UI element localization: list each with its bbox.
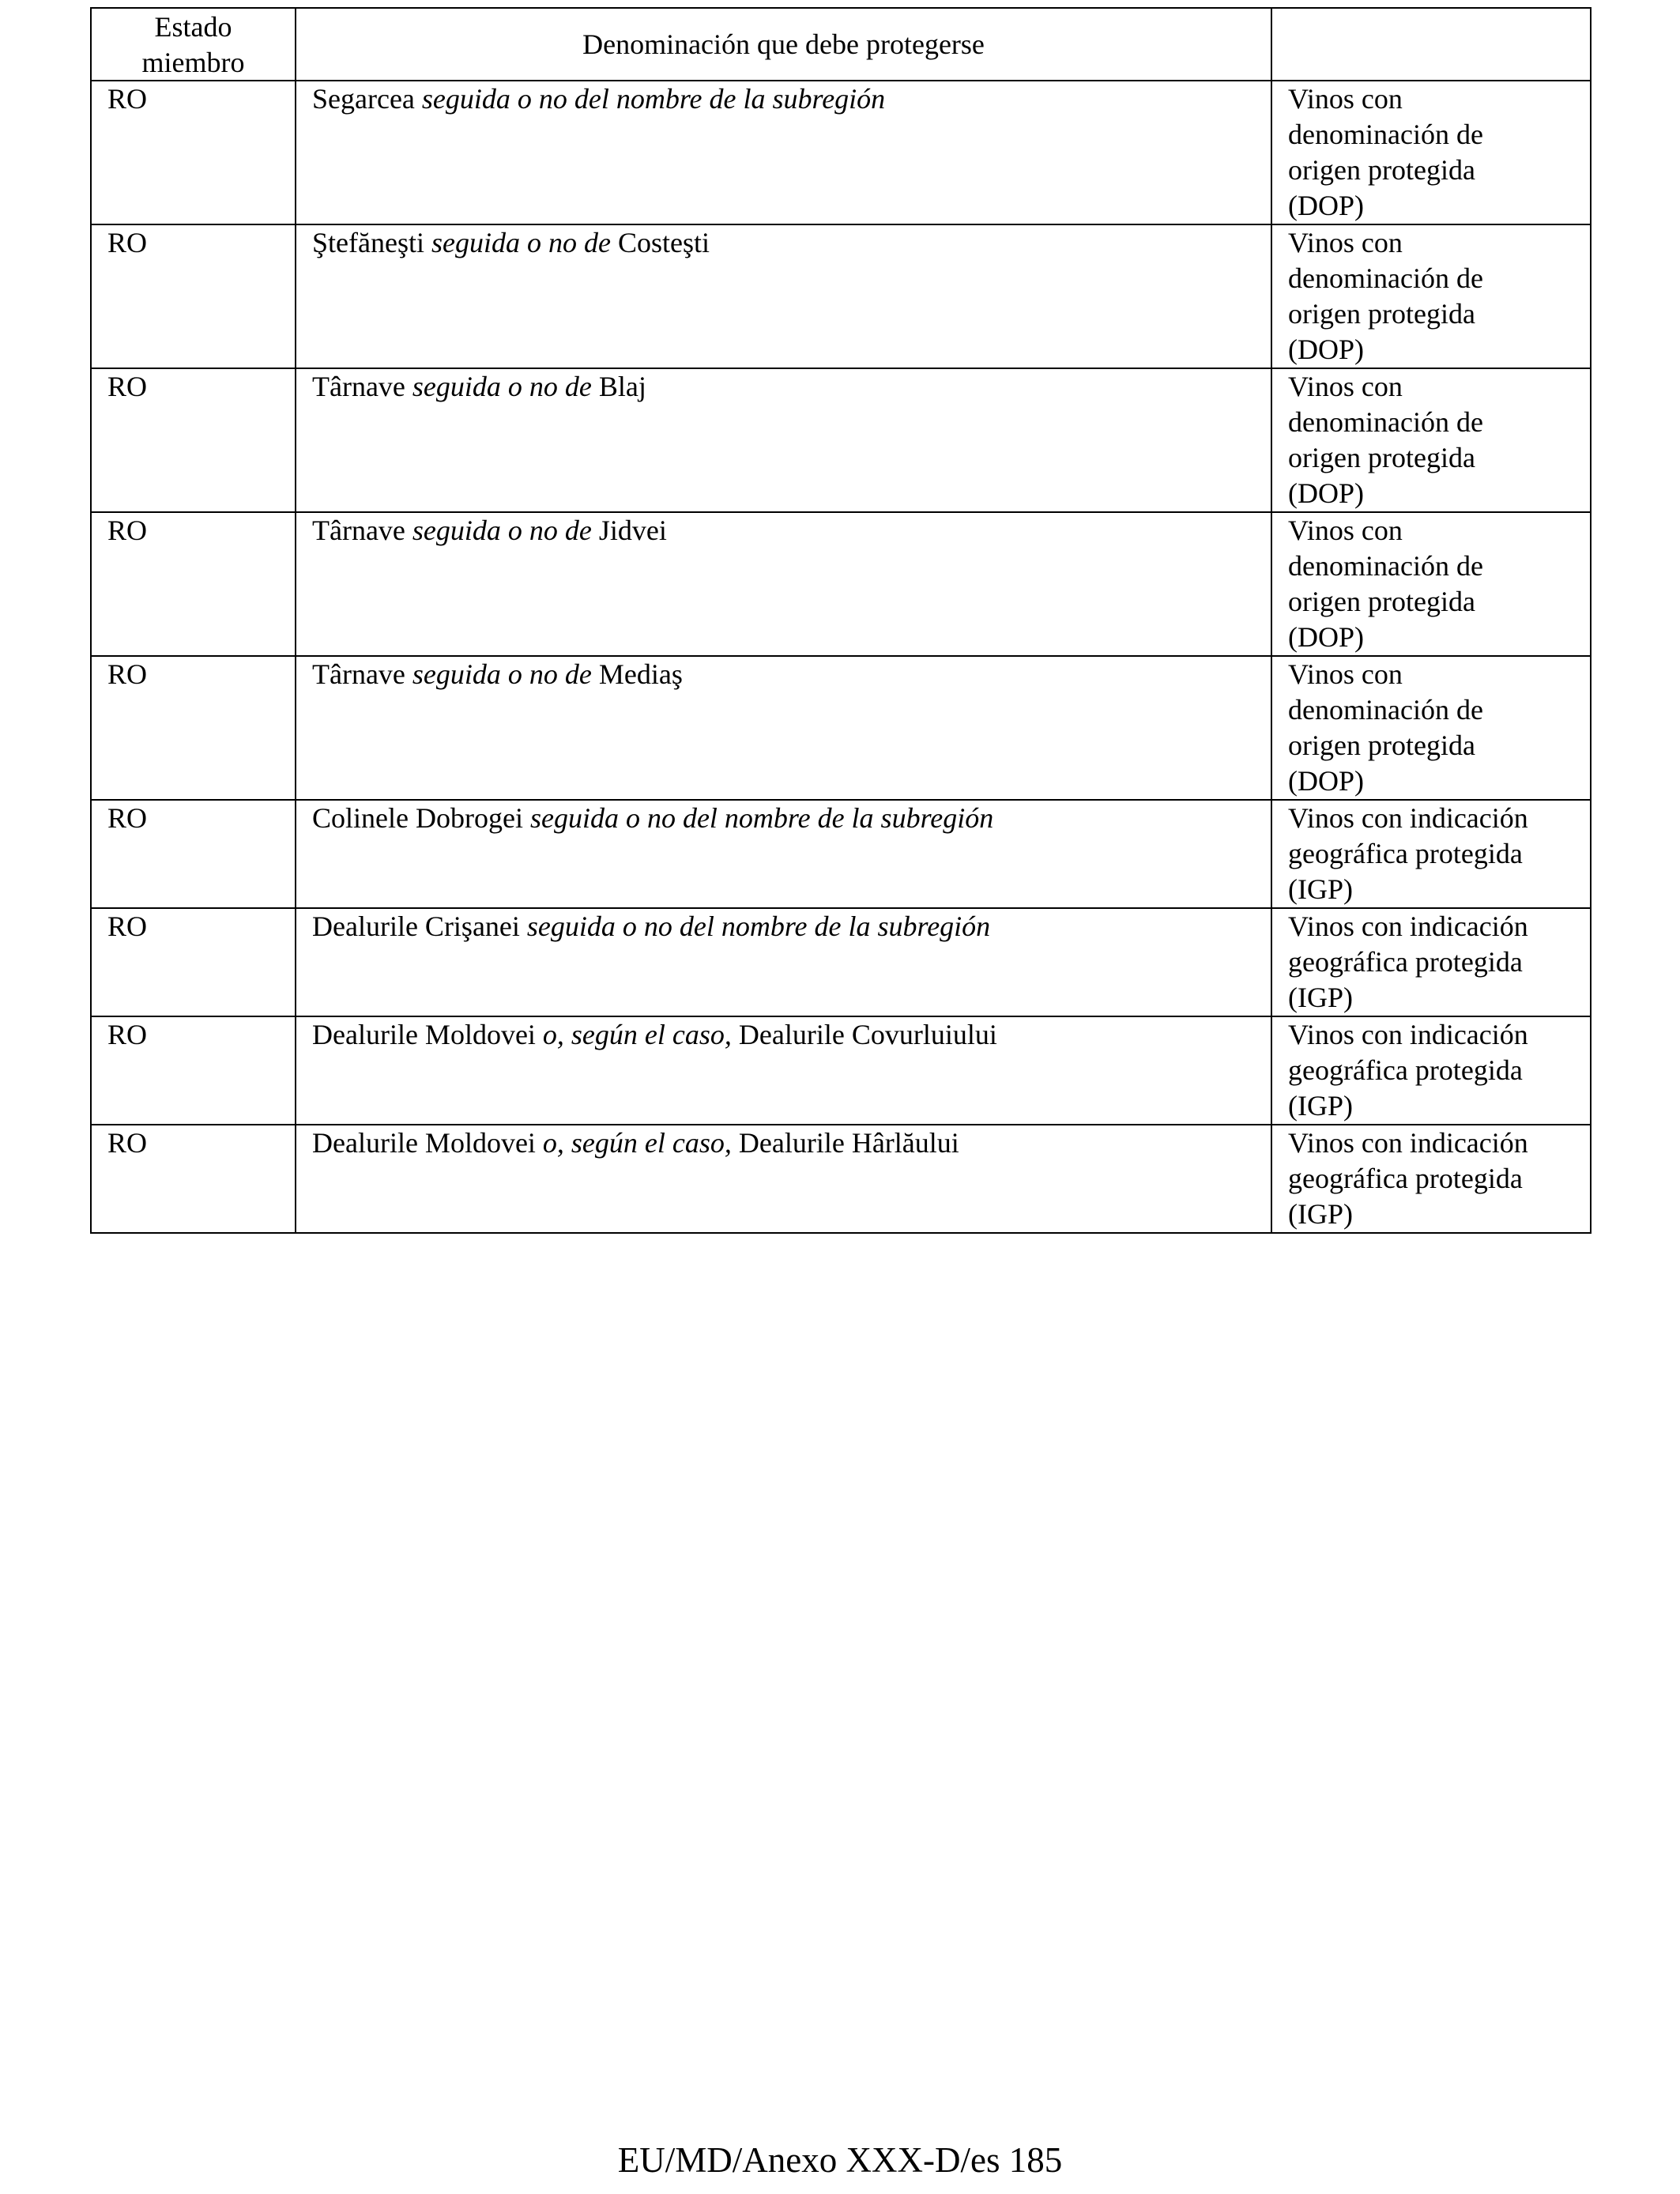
page-footer-reference: EU/MD/Anexo XXX-D/es 185	[617, 2140, 1063, 2180]
cell-category	[1271, 81, 1591, 224]
denomination-qualifier: seguida o no de	[405, 515, 599, 546]
category-line: Vinos con	[1288, 371, 1403, 402]
table-row	[91, 81, 1591, 224]
denomination-qualifier: seguida o no de	[405, 658, 599, 690]
denomination-name: Târnave	[312, 658, 405, 690]
category-line: (IGP)	[1288, 982, 1353, 1013]
cell-member-state: RO	[91, 224, 296, 368]
category-line: geográfica protegida	[1288, 946, 1523, 978]
category-line: Vinos con indicación	[1288, 802, 1528, 834]
denomination-suffix: Mediaş	[598, 658, 683, 690]
denomination-qualifier: seguida o no del nombre de la subregión	[519, 910, 991, 942]
cell-denomination	[296, 1016, 1271, 1125]
denomination-suffix: Jidvei	[598, 515, 667, 546]
denomination-qualifier: seguida o no del nombre de la subregión	[522, 802, 994, 834]
table-row	[91, 512, 1591, 656]
denomination-suffix: Costeşti	[617, 227, 710, 258]
cell-denomination	[296, 908, 1271, 1016]
cell-denomination	[296, 224, 1271, 368]
denomination-suffix: Blaj	[598, 371, 646, 402]
denomination-qualifier: seguida o no de	[424, 227, 618, 258]
header-member-state	[91, 8, 296, 81]
category-line: Vinos con	[1288, 83, 1403, 115]
category-line: origen protegida	[1288, 729, 1475, 761]
denomination-suffix: Dealurile Hârlăului	[738, 1127, 959, 1159]
category-line: geográfica protegida	[1288, 1054, 1523, 1086]
category-line: denominación de	[1288, 694, 1483, 726]
category-line: denominación de	[1288, 119, 1483, 150]
denomination-qualifier: o, según el caso,	[535, 1019, 739, 1050]
cell-denomination	[296, 656, 1271, 800]
cell-member-state: RO	[91, 1016, 296, 1125]
category-line: Vinos con	[1288, 515, 1403, 546]
header-member-state-line1: Estado	[154, 11, 232, 43]
table-row	[91, 1125, 1591, 1233]
denomination-name: Târnave	[312, 371, 405, 402]
category-line: Vinos con indicación	[1288, 1019, 1528, 1050]
category-line: origen protegida	[1288, 586, 1475, 617]
category-line: denominación de	[1288, 262, 1483, 294]
table-row	[91, 908, 1591, 1016]
denomination-qualifier: seguida o no del nombre de la subregión	[414, 83, 886, 115]
header-member-state-line2: miembro	[141, 47, 245, 78]
category-line: Vinos con indicación	[1288, 1127, 1528, 1159]
category-line: (IGP)	[1288, 1090, 1353, 1122]
denomination-name: Dealurile Moldovei	[312, 1019, 536, 1050]
category-line: origen protegida	[1288, 442, 1475, 473]
category-line: denominación de	[1288, 406, 1483, 438]
cell-member-state: RO	[91, 908, 296, 1016]
cell-denomination	[296, 800, 1271, 908]
cell-member-state: RO	[91, 368, 296, 512]
category-line: geográfica protegida	[1288, 838, 1523, 869]
table-row	[91, 656, 1591, 800]
category-line: Vinos con	[1288, 658, 1403, 690]
cell-member-state: RO	[91, 512, 296, 656]
table-row	[91, 800, 1591, 908]
category-line: (DOP)	[1288, 190, 1364, 221]
denomination-name: Colinele Dobrogei	[312, 802, 523, 834]
category-line: (DOP)	[1288, 477, 1364, 509]
table-row	[91, 224, 1591, 368]
denomination-name: Dealurile Moldovei	[312, 1127, 536, 1159]
cell-member-state: RO	[91, 1125, 296, 1233]
denomination-qualifier: seguida o no de	[405, 371, 599, 402]
category-line: (DOP)	[1288, 765, 1364, 797]
cell-category	[1271, 656, 1591, 800]
cell-member-state: RO	[91, 81, 296, 224]
category-line: (IGP)	[1288, 1198, 1353, 1230]
cell-denomination	[296, 1125, 1271, 1233]
table-row	[91, 1016, 1591, 1125]
cell-category	[1271, 368, 1591, 512]
cell-category	[1271, 1016, 1591, 1125]
category-line: geográfica protegida	[1288, 1163, 1523, 1194]
table-row	[91, 368, 1591, 512]
category-line: denominación de	[1288, 550, 1483, 582]
denomination-name: Târnave	[312, 515, 405, 546]
header-denomination: Denominación que debe protegerse	[296, 8, 1271, 81]
cell-denomination	[296, 512, 1271, 656]
cell-denomination	[296, 81, 1271, 224]
cell-denomination	[296, 368, 1271, 512]
protected-names-table	[90, 7, 1591, 1234]
table-header-row	[91, 8, 1591, 81]
cell-category	[1271, 1125, 1591, 1233]
cell-category	[1271, 512, 1591, 656]
category-line: (DOP)	[1288, 621, 1364, 653]
denomination-qualifier: o, según el caso,	[535, 1127, 739, 1159]
category-line: origen protegida	[1288, 154, 1475, 186]
category-line: (IGP)	[1288, 873, 1353, 905]
denomination-name: Ştefăneşti	[312, 227, 424, 258]
category-line: (DOP)	[1288, 334, 1364, 365]
cell-category	[1271, 800, 1591, 908]
cell-category	[1271, 224, 1591, 368]
denomination-name: Dealurile Crişanei	[312, 910, 520, 942]
cell-member-state: RO	[91, 656, 296, 800]
cell-category	[1271, 908, 1591, 1016]
denomination-name: Segarcea	[312, 83, 415, 115]
category-line: Vinos con	[1288, 227, 1403, 258]
category-line: origen protegida	[1288, 298, 1475, 330]
header-category	[1271, 8, 1591, 81]
category-line: Vinos con indicación	[1288, 910, 1528, 942]
denomination-suffix: Dealurile Covurluiului	[738, 1019, 997, 1050]
cell-member-state: RO	[91, 800, 296, 908]
